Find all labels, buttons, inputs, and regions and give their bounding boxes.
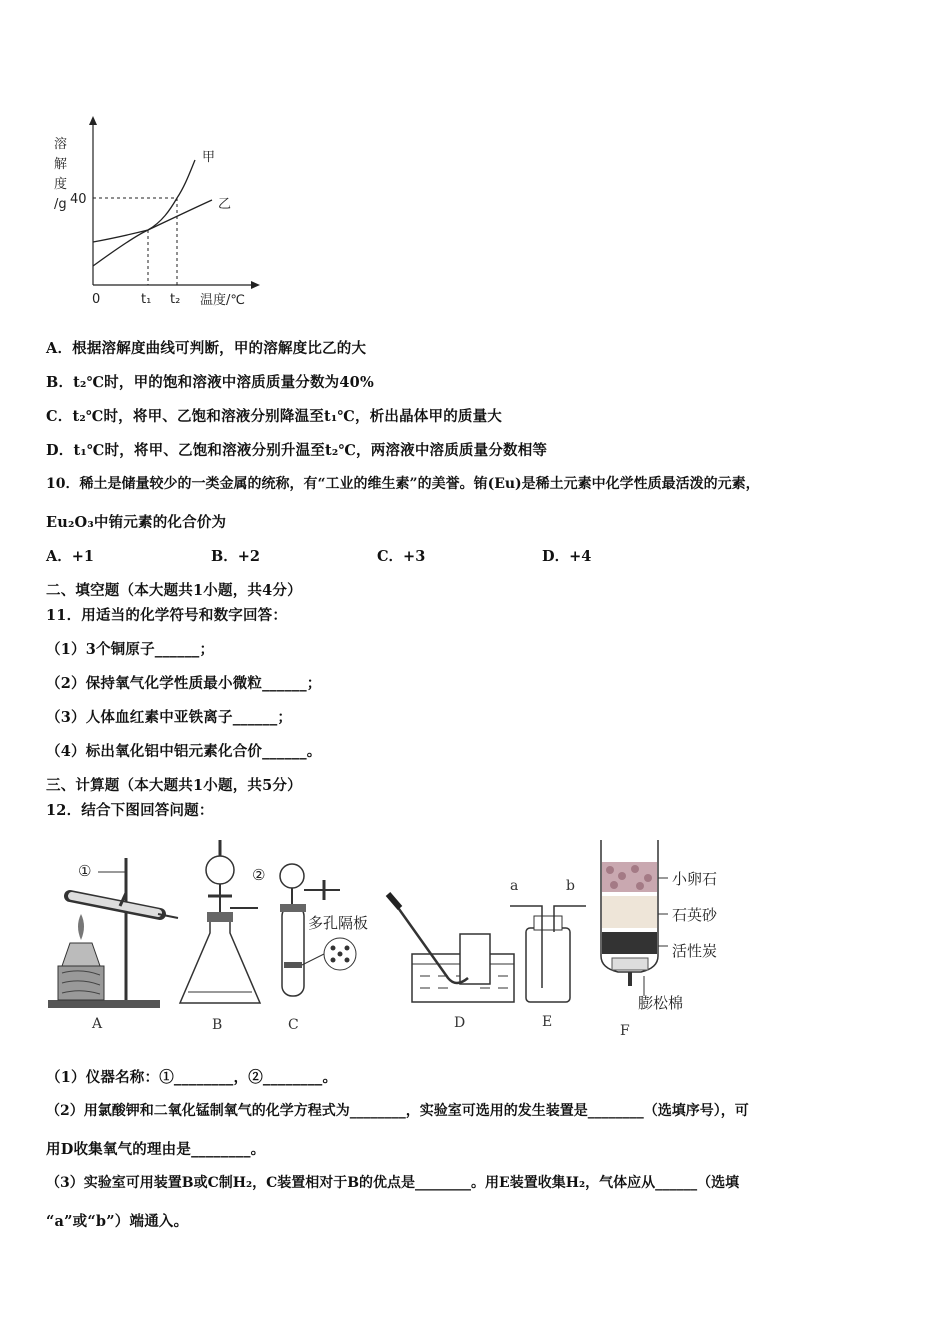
q12-part3-line1: （3）实验室可用装置B或C制H₂，C装置相对于B的优点是________。用E装置收集H₂，气体应从______（选填 bbox=[46, 1175, 740, 1191]
q9-option-d-key: D． bbox=[46, 442, 74, 459]
f-label-pebbles: 小卵石 bbox=[672, 870, 718, 888]
label-b: B bbox=[212, 1017, 223, 1033]
label-a: A bbox=[92, 1016, 103, 1032]
q11-item-3: （3）人体血红素中亚铁离子______； bbox=[46, 709, 293, 726]
f-pebble bbox=[631, 865, 639, 873]
q10-option-b: B．+2 bbox=[211, 548, 260, 565]
series-jia-curve bbox=[93, 160, 195, 266]
f-pebble bbox=[636, 882, 644, 890]
e-port-a: a bbox=[510, 878, 519, 894]
q9-option-b-text: t₂℃时，甲的饱和溶液中溶质质量分数为40% bbox=[73, 374, 374, 391]
q11-item-2: （2）保持氧气化学性质最小微粒______； bbox=[46, 675, 322, 692]
label-c: C bbox=[288, 1017, 299, 1033]
apparatus-e bbox=[510, 878, 586, 1030]
q11-stem: 11．用适当的化学符号和数字回答： bbox=[46, 607, 288, 624]
e-port-b: b bbox=[566, 878, 575, 894]
q9-option-c-text: t₂℃时，将甲、乙饱和溶液分别降温至t₁℃，析出晶体甲的质量大 bbox=[72, 408, 502, 425]
c-stopper bbox=[280, 904, 306, 912]
apparatus-a bbox=[48, 858, 178, 1032]
f-label-carbon: 活性炭 bbox=[672, 942, 718, 960]
x-tick-t1: t₁ bbox=[141, 292, 152, 307]
b-funnel-bulb bbox=[206, 856, 234, 884]
section2-title: 二、填空题（本大题共1小题，共4分） bbox=[46, 582, 302, 599]
c-hole bbox=[331, 958, 336, 963]
apparatus-c bbox=[252, 864, 368, 1033]
q9-option-c bbox=[46, 405, 502, 426]
b-flask bbox=[180, 916, 260, 1003]
q12-part3-line2: “a”或“b”）端通入。 bbox=[46, 1213, 189, 1230]
x-tick-t2: t₂ bbox=[170, 292, 181, 307]
q9-option-b bbox=[46, 371, 374, 392]
apparatus-d bbox=[388, 894, 514, 1031]
q10-stem-line2: Eu₂O₃中铕元素的化合价为 bbox=[46, 514, 227, 531]
q9-option-d-text: t₁℃时，将甲、乙饱和溶液分别升温至t₂℃，两溶液中溶质质量分数相等 bbox=[73, 442, 548, 459]
f-layer-carbon bbox=[602, 932, 657, 954]
x-axis-arrow bbox=[251, 281, 260, 289]
q11-item-4: （4）标出氧化铝中铝元素化合价______。 bbox=[46, 743, 322, 760]
ylabel-char-4: /g bbox=[54, 197, 67, 212]
ylabel-char-1: 溶 bbox=[54, 137, 68, 152]
q9-option-c-key: C． bbox=[46, 408, 73, 425]
q12-stem: 12．结合下图回答问题： bbox=[46, 802, 214, 819]
f-pebble bbox=[606, 866, 614, 874]
f-layer-cotton bbox=[612, 958, 648, 970]
c-test-tube bbox=[282, 906, 304, 996]
label-e: E bbox=[542, 1014, 553, 1030]
a-marker-1: ① bbox=[78, 862, 92, 880]
ylabel-char-2: 解 bbox=[54, 157, 68, 172]
ylabel-char-3: 度 bbox=[54, 177, 68, 192]
q10-option-a: A．+1 bbox=[46, 548, 94, 565]
q12-part2-line2: 用D收集氧气的理由是________。 bbox=[46, 1141, 266, 1158]
f-layer-sand bbox=[602, 896, 657, 928]
q9-option-a bbox=[46, 337, 366, 358]
c-hole bbox=[331, 946, 336, 951]
f-label-sand: 石英砂 bbox=[672, 906, 718, 924]
series-yi-curve bbox=[93, 200, 212, 242]
d-rubber-tube bbox=[388, 894, 400, 908]
q9-option-a-text: 根据溶解度曲线可判断，甲的溶解度比乙的大 bbox=[72, 340, 367, 357]
f-pebble bbox=[618, 872, 626, 880]
apparatus-b bbox=[180, 840, 260, 1033]
c-hole bbox=[345, 946, 350, 951]
series-jia-label: 甲 bbox=[202, 150, 216, 165]
c-funnel-bulb bbox=[280, 864, 304, 888]
origin-label: 0 bbox=[92, 292, 101, 307]
section3-title: 三、计算题（本大题共1小题，共5分） bbox=[46, 777, 302, 794]
y-axis-arrow bbox=[89, 116, 97, 125]
q9-option-b-key: B． bbox=[46, 374, 74, 391]
q11-item-1: （1）3个铜原子______； bbox=[46, 641, 215, 658]
d-gas-jar bbox=[460, 934, 490, 984]
a-flame bbox=[78, 914, 84, 940]
f-label-cotton: 膨松棉 bbox=[638, 994, 684, 1012]
q10-option-c: C．+3 bbox=[377, 548, 426, 565]
q9-option-a-key: A． bbox=[46, 340, 73, 357]
e-bottle bbox=[526, 928, 570, 1002]
c-detail-pointer bbox=[302, 954, 324, 965]
solubility-chart bbox=[40, 110, 280, 320]
f-pebble bbox=[610, 881, 618, 889]
q9-option-d bbox=[46, 439, 547, 460]
e-neck bbox=[534, 916, 562, 930]
c-porous-plate bbox=[284, 962, 302, 968]
label-f: F bbox=[620, 1023, 630, 1039]
c-hole bbox=[345, 958, 350, 963]
a-lamp bbox=[62, 943, 100, 966]
f-pebble bbox=[644, 874, 652, 882]
b-stopper bbox=[207, 912, 233, 922]
apparatus-f bbox=[601, 840, 718, 1039]
q10-option-d: D．+4 bbox=[542, 548, 592, 565]
label-d: D bbox=[454, 1015, 466, 1031]
apparatus-figure bbox=[40, 828, 740, 1048]
q10-stem-line1: 10．稀土是储量较少的一类金属的统称，有“工业的维生素”的美誉。铕(Eu)是稀土元素中化学性质最活泼的元素， bbox=[46, 476, 760, 492]
c-marker-2: ② bbox=[252, 866, 266, 884]
q12-part1: （1）仪器名称：①________，②________。 bbox=[46, 1069, 338, 1086]
a-base bbox=[48, 1000, 160, 1008]
c-porous-plate-label: 多孔隔板 bbox=[308, 914, 369, 932]
c-hole bbox=[338, 952, 343, 957]
y-tick-40: 40 bbox=[70, 192, 87, 207]
series-yi-label: 乙 bbox=[218, 197, 232, 212]
q12-part2-line1: （2）用氯酸钾和二氧化锰制氧气的化学方程式为________，实验室可选用的发生装置是________（选填序号），可 bbox=[46, 1103, 749, 1119]
x-axis-label: 温度/℃ bbox=[200, 293, 245, 308]
